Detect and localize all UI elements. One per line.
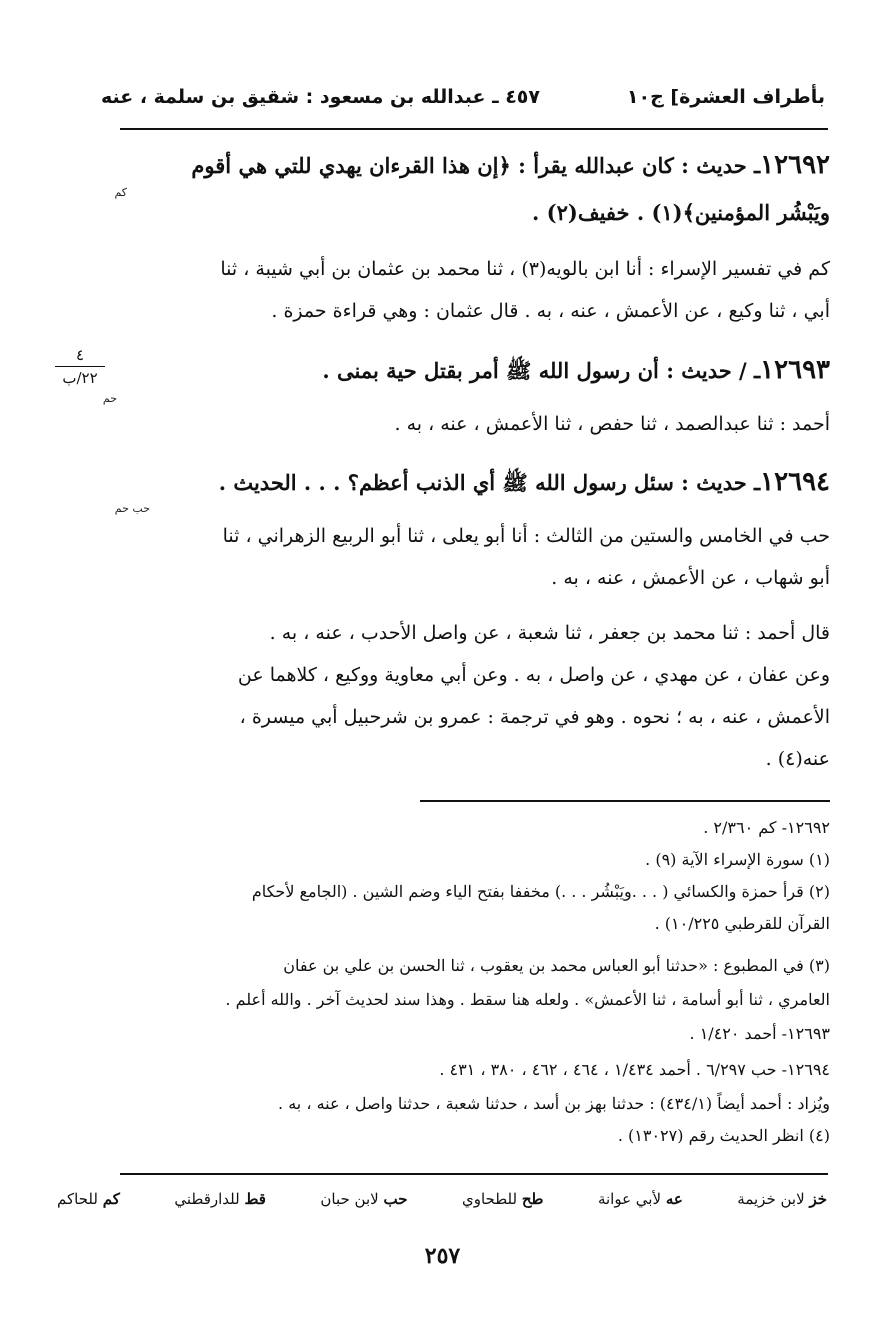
header-rule (120, 128, 828, 130)
footnote-line: ١٢٦٩٣- أحمد ١/٤٢٠ . (689, 1024, 830, 1043)
abbrev-item (174, 1190, 266, 1208)
footnote-line: ١٢٦٩٤- حب ٦/٢٩٧ . أحمد ١/٤٣٤ ، ٤٦٤ ، ٤٦٢ ، ٣٨٠ ، ٤٣١ . (439, 1060, 830, 1079)
abbrev-code: خز (809, 1190, 827, 1208)
abbrev-item (737, 1190, 827, 1208)
margin-folio-bottom: ٢٢/ب (62, 369, 98, 387)
hadith-12694-source-4: وعن عفان ، عن مهدي ، عن واصل ، به . وعن أبي معاوية ووكيع ، كلاهما عن (237, 664, 830, 686)
abbrev-code: كم (102, 1190, 120, 1208)
hadith-12693-source-1: أحمد : ثنا عبدالصمد ، ثنا حفص ، ثنا الأعمش ، عنه ، به . (394, 413, 830, 435)
hadith-number: ١٢٦٩٤ (760, 467, 830, 497)
hadith-12694-source-1: حب في الخامس والستين من الثالث : أنا أبو يعلى ، ثنا أبو الربيع الزهراني ، ثنا (222, 525, 830, 547)
abbrev-name: لابن حبان (320, 1190, 379, 1208)
footnote-line: (٢) قرأ حمزة والكسائي ( . . .ويَبْشُر . . .) مخففا بفتح الياء وضم الشين . (الجامع لأحكام (251, 882, 830, 901)
footnote-line: القرآن للقرطبي ١٠/٢٢٥) . (654, 914, 830, 933)
margin-folio-top: ٤ (75, 346, 85, 364)
abbrev-code: طح (521, 1190, 544, 1208)
abbreviations-rule (120, 1173, 828, 1175)
hadith-12694-source-5: الأعمش ، عنه ، به ؛ نحوه . وهو في ترجمة : عمرو بن شرحبيل أبي ميسرة ، (239, 706, 830, 728)
hadith-number: ١٢٦٩٣ (760, 355, 830, 385)
abbrev-name: لأبي عوانة (597, 1190, 662, 1208)
footnote-line: ١٢٦٩٢- كم ٢/٣٦٠ . (703, 818, 830, 837)
hadith-sigla: حم (102, 392, 117, 405)
hadith-12694-source-3: قال أحمد : ثنا محمد بن جعفر ، ثنا شعبة ، عن واصل الأحدب ، عنه ، به . (269, 622, 830, 644)
footnote-line: (٣) في المطبوع : «حدثنا أبو العباس محمد بن يعقوب ، ثنا الحسن بن علي بن عفان (283, 956, 830, 975)
abbrev-item (462, 1190, 543, 1208)
hadith-12692-line2: ويَبْشُر المؤمنين﴾(١) . خفيف(٢) . (532, 200, 830, 225)
abbrev-item (320, 1190, 407, 1208)
abbrev-item (598, 1190, 683, 1208)
abbrev-code: قط (244, 1190, 266, 1208)
abbrev-code: حب (383, 1190, 408, 1208)
hadith-12692-line1 (60, 150, 830, 180)
hadith-12694-line1 (60, 467, 830, 501)
abbrev-name: للطحاوي (461, 1190, 518, 1208)
footnote-separator (420, 800, 830, 802)
footnote-line: (٤) انظر الحديث رقم (١٣٠٢٧) . (617, 1126, 830, 1145)
abbrev-code: عه (665, 1190, 683, 1208)
hadith-number: ١٢٦٩٢ (760, 150, 830, 180)
hadith-sigla: كم (114, 186, 127, 199)
hadith-text: ـ / حديث : أن رسول الله ﷺ أمر بقتل حية بمنى . (322, 358, 761, 383)
hadith-text: ـ حديث : سئل رسول الله ﷺ أي الذنب أعظم؟ . . . الحديث . (218, 470, 761, 495)
hadith-sigla: حب حم (114, 502, 150, 515)
hadith-12694-source-6: عنه(٤) . (765, 748, 830, 770)
footnote-line: ويُزاد : أحمد أيضاً (٤٣٤/١) : حدثنا بهز بن أسد ، حدثنا شعبة ، حدثنا واصل ، عنه ، به . (278, 1094, 830, 1113)
footnote-line: (١) سورة الإسراء الآية (٩) . (645, 850, 830, 869)
hadith-12692-source-2: أبي ، ثنا وكيع ، عن الأعمش ، عنه ، به . قال عثمان : وهي قراءة حمزة . (271, 300, 830, 322)
hadith-12694-source-2: أبو شهاب ، عن الأعمش ، عنه ، به . (551, 567, 830, 589)
hadith-text: ـ حديث : كان عبدالله يقرأ : ﴿إن هذا القرءان يهدي للتي هي أقوم (191, 153, 761, 178)
hadith-12693-line1 (60, 355, 830, 389)
hadith-12692-source-1: كم في تفسير الإسراء : أنا ابن بالويه(٣) ، ثنا محمد بن عثمان بن أبي شيبة ، ثنا (220, 258, 830, 280)
abbrev-name: لابن خزيمة (737, 1190, 805, 1208)
abbrev-item (57, 1190, 120, 1208)
running-header-right: بأطراف العشرة] ج١٠ (626, 86, 825, 108)
page-number: ٢٥٧ (424, 1243, 461, 1269)
running-header-center: ٤٥٧ ـ عبدالله بن مسعود : شقيق بن سلمة ، عنه (100, 86, 540, 108)
footnote-line: العامري ، ثنا أبو أسامة ، ثنا الأعمش» . ولعله هنا سقط . وهذا سند لحديث آخر . والله أعلم . (225, 990, 830, 1009)
abbrev-name: للدارقطني (174, 1190, 240, 1208)
abbreviations-key (57, 1190, 827, 1208)
abbrev-name: للحاكم (57, 1190, 98, 1208)
